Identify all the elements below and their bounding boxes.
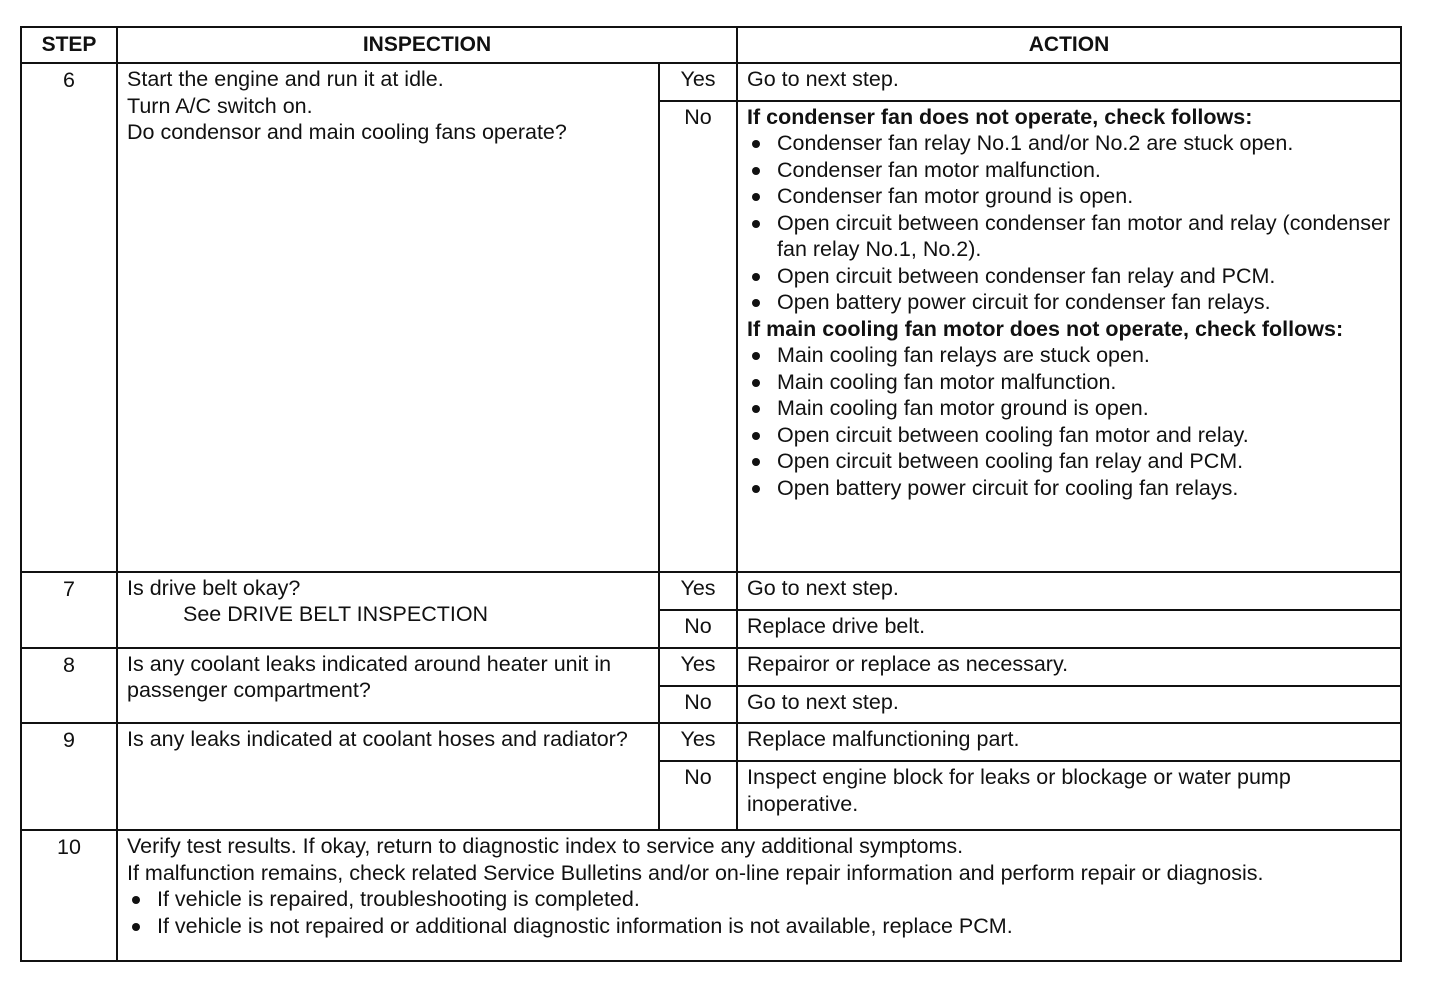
step-9-no-label: No bbox=[659, 761, 737, 830]
step-9-inspection: Is any leaks indicated at coolant hoses and radiator? bbox=[117, 723, 659, 830]
step-7-yes-action: Go to next step. bbox=[737, 572, 1401, 610]
step-9-number: 9 bbox=[21, 723, 117, 830]
step-6-no-label: No bbox=[659, 101, 737, 572]
header-row bbox=[21, 27, 1401, 63]
step-7-yes-label: Yes bbox=[659, 572, 737, 610]
step-6-inspection-line-2: Turn A/C switch on. bbox=[127, 93, 313, 118]
list-item: Open battery power circuit for cooling fan relays. bbox=[747, 475, 1391, 502]
step-10-line-2: If malfunction remains, check related Service Bulletins and/or on-line repair information and perform repair or diagnosis. bbox=[127, 860, 1264, 885]
step-7-see-reference: See DRIVE BELT INSPECTION bbox=[183, 602, 489, 627]
step-6-inspection-line-3: Do condensor and main cooling fans operate? bbox=[127, 120, 567, 144]
list-item: Condenser fan motor ground is open. bbox=[747, 183, 1391, 210]
list-item: If vehicle is repaired, troubleshooting is completed. bbox=[127, 886, 1391, 913]
step-10-row bbox=[21, 830, 1401, 961]
step-7-no-label: No bbox=[659, 610, 737, 648]
list-item: Open battery power circuit for condenser fan relays. bbox=[747, 289, 1391, 316]
step-8-yes-label: Yes bbox=[659, 648, 737, 686]
step-8-number: 8 bbox=[21, 648, 117, 724]
list-item: Open circuit between cooling fan motor and relay. bbox=[747, 422, 1391, 449]
step-7-no-action: Replace drive belt. bbox=[737, 610, 1401, 648]
list-item: Open circuit between cooling fan relay and PCM. bbox=[747, 448, 1391, 475]
step-7-yes-row bbox=[21, 572, 1401, 610]
main-cooling-fan-checklist bbox=[747, 342, 1391, 501]
header-action: ACTION bbox=[737, 27, 1401, 63]
step-6-inspection-line-1: Start the engine and run it at idle. bbox=[127, 67, 444, 91]
list-item: Open circuit between condenser fan relay and PCM. bbox=[747, 263, 1391, 290]
step-6-yes-action: Go to next step. bbox=[737, 63, 1401, 101]
step-6-yes-label: Yes bbox=[659, 63, 737, 101]
step-9-yes-action: Replace malfunctioning part. bbox=[737, 723, 1401, 761]
step-7-inspection-line-1: Is drive belt okay? bbox=[127, 575, 301, 600]
step-10-number: 10 bbox=[21, 830, 117, 961]
header-inspection: INSPECTION bbox=[117, 27, 737, 63]
list-item: Condenser fan motor malfunction. bbox=[747, 157, 1391, 184]
step-8-inspection: Is any coolant leaks indicated around heater unit in passenger compartment? bbox=[117, 648, 659, 724]
step-8-no-action: Go to next step. bbox=[737, 686, 1401, 724]
list-item: Main cooling fan motor malfunction. bbox=[747, 369, 1391, 396]
step-6-yes-row bbox=[21, 63, 1401, 101]
step-9-yes-row bbox=[21, 723, 1401, 761]
list-item: If vehicle is not repaired or additional diagnostic information is not available, replace PCM. bbox=[127, 913, 1391, 940]
step-10-content bbox=[117, 830, 1401, 961]
step-8-no-label: No bbox=[659, 686, 737, 724]
step-9-no-action: Inspect engine block for leaks or blockage or water pump inoperative. bbox=[737, 761, 1401, 830]
condenser-fan-heading: If condenser fan does not operate, check follows: bbox=[747, 104, 1253, 129]
header-step: STEP bbox=[21, 27, 117, 63]
step-7-number: 7 bbox=[21, 572, 117, 648]
list-item: Main cooling fan relays are stuck open. bbox=[747, 342, 1391, 369]
step-10-bullets bbox=[127, 886, 1391, 939]
step-6-inspection bbox=[117, 63, 659, 572]
list-item: Open circuit between condenser fan motor and relay (condenser fan relay No.1, No.2). bbox=[747, 210, 1391, 263]
step-6-number: 6 bbox=[21, 63, 117, 572]
step-6-no-action bbox=[737, 101, 1401, 572]
step-7-inspection bbox=[117, 572, 659, 648]
step-10-line-1: Verify test results. If okay, return to diagnostic index to service any additional symptoms. bbox=[127, 834, 964, 859]
step-9-yes-label: Yes bbox=[659, 723, 737, 761]
condenser-fan-checklist bbox=[747, 130, 1391, 316]
list-item: Condenser fan relay No.1 and/or No.2 are stuck open. bbox=[747, 130, 1391, 157]
main-cooling-fan-heading: If main cooling fan motor does not operate, check follows: bbox=[747, 316, 1344, 341]
diagnostic-table bbox=[20, 26, 1402, 962]
step-8-yes-action: Repairor or replace as necessary. bbox=[737, 648, 1401, 686]
step-8-yes-row bbox=[21, 648, 1401, 686]
list-item: Main cooling fan motor ground is open. bbox=[747, 395, 1391, 422]
